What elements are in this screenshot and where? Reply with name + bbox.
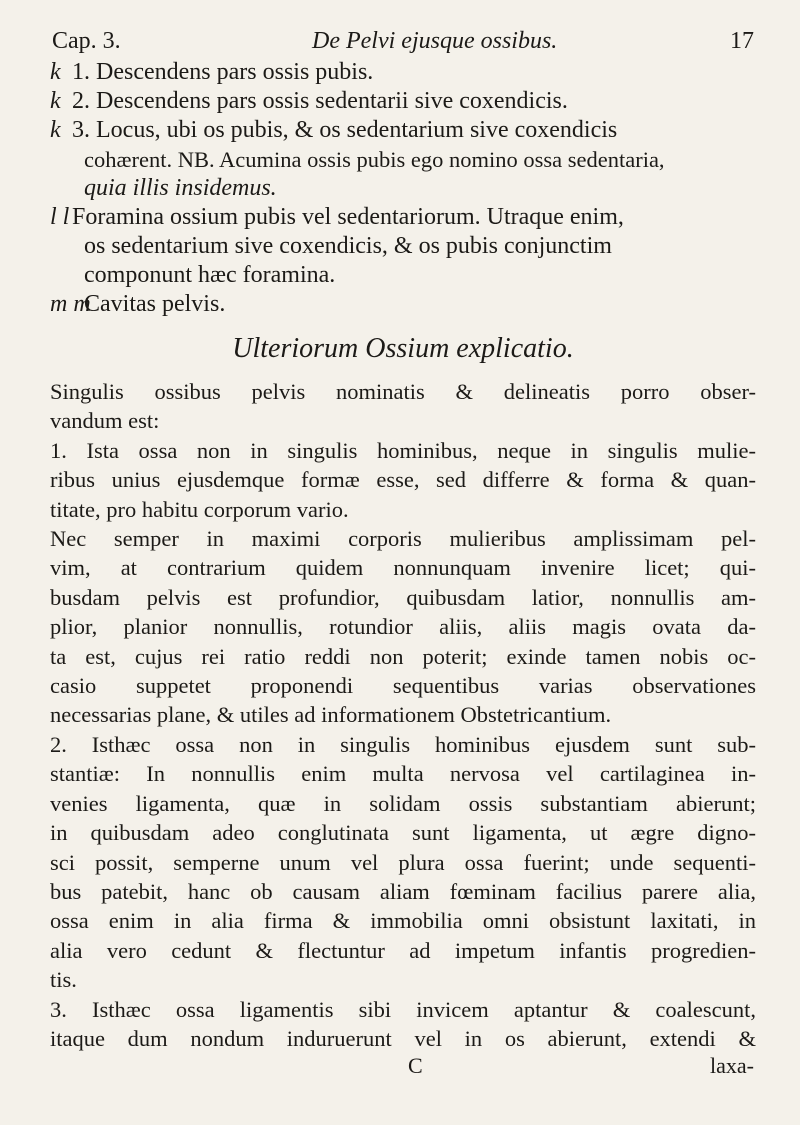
legend-item bbox=[50, 58, 756, 87]
legend-key: k bbox=[50, 88, 61, 114]
text-line: Nec semper in maximi corporis mulieribus amplissimam pel- bbox=[50, 526, 756, 552]
text-line: Singulis ossibus pelvis nominatis & delineatis porro obser- bbox=[50, 379, 756, 404]
legend-key: k bbox=[50, 117, 61, 143]
section-title: Ulteriorum Ossium explicatio. bbox=[232, 333, 574, 364]
text-line: itaque dum nondum induruerunt vel in os abierunt, extendi & bbox=[50, 1025, 756, 1051]
paragraph bbox=[50, 436, 756, 524]
body-text bbox=[50, 377, 756, 1053]
text-line: ta est, cujus rei ratio reddi non poterit; exinde tamen nobis oc- bbox=[50, 643, 756, 669]
text-line: in quibusdam adeo conglutinata sunt ligamenta, ut ægre digno- bbox=[50, 820, 756, 846]
text-line: 1. Ista ossa non in singulis hominibus, neque in singulis mulie- bbox=[50, 437, 756, 463]
legend-text: Cavitas pelvis. bbox=[84, 291, 226, 317]
paragraph bbox=[50, 730, 756, 995]
text-line: stantiæ: In nonnullis enim multa nervosa vel cartilaginea in- bbox=[50, 761, 756, 787]
text-line: vim, at contrarium quidem nonnunquam invenire licet; qui- bbox=[50, 555, 756, 581]
text-line: ribus unius ejusdemque formæ esse, sed differre & forma & quan- bbox=[50, 467, 756, 493]
legend-text: os sedentarium sive coxendicis, & os pubis conjunctim bbox=[84, 233, 612, 259]
page-number: 17 bbox=[730, 28, 754, 54]
legend-key: m m bbox=[50, 291, 91, 317]
paragraph bbox=[50, 377, 756, 436]
text-line: sci possit, semperne unum vel plura ossa fuerint; unde sequenti- bbox=[50, 849, 756, 875]
text-line: 3. Isthæc ossa ligamentis sibi invicem aptantur & coalescunt, bbox=[50, 996, 756, 1022]
text-line: tis. bbox=[50, 967, 77, 993]
legend-text: quia illis insidemus. bbox=[84, 175, 277, 201]
text-line: vandum est: bbox=[50, 408, 160, 434]
legend-text: componunt hæc foramina. bbox=[84, 262, 336, 288]
page-header bbox=[50, 24, 756, 58]
legend-item bbox=[50, 87, 756, 116]
text-line: 2. Isthæc ossa non in singulis hominibus ejusdem sunt sub- bbox=[50, 731, 756, 757]
figure-legend bbox=[50, 58, 756, 319]
text-line: venies ligamenta, quæ in solidam ossis substantiam abierunt; bbox=[50, 790, 756, 816]
text-line: plior, planior nonnullis, rotundior aliis, aliis magis ovata da- bbox=[50, 614, 756, 640]
legend-text: cohærent. NB. Acumina ossis pubis ego nomino ossa sedentaria, bbox=[84, 147, 665, 172]
legend-text: 3. Locus, ubi os pubis, & os sedentarium sive coxendicis bbox=[72, 117, 618, 143]
text-line: titate, pro habitu corporum vario. bbox=[50, 496, 349, 522]
text-line: busdam pelvis est profundior, quibusdam latior, nonnullis am- bbox=[50, 584, 756, 610]
legend-text: Foramina ossium pubis vel sedentariorum. Utraque enim, bbox=[72, 204, 624, 230]
text-line: bus patebit, hanc ob causam aliam fœminam facilius parere alia, bbox=[50, 878, 756, 904]
signature-mark: C bbox=[408, 1053, 423, 1079]
chapter-label: Cap. 3. bbox=[52, 28, 121, 54]
paragraph bbox=[50, 995, 756, 1054]
running-title: De Pelvi ejusque ossibus. bbox=[312, 28, 558, 54]
legend-text: 1. Descendens pars ossis pubis. bbox=[72, 59, 374, 85]
legend-key: k bbox=[50, 59, 61, 85]
text-line: ossa enim in alia firma & immobilia omni obsistunt laxitati, in bbox=[50, 908, 756, 934]
legend-item bbox=[50, 290, 756, 319]
text-line: casio suppetet proponendi sequentibus varias observationes bbox=[50, 673, 756, 699]
legend-key: l l bbox=[50, 204, 70, 230]
text-line: alia vero cedunt & flectuntur ad impetum infantis progredien- bbox=[50, 937, 756, 963]
legend-item bbox=[50, 203, 756, 290]
paragraph bbox=[50, 524, 756, 730]
text-line: necessarias plane, & utiles ad informationem Obstetricantium. bbox=[50, 702, 612, 728]
legend-text: 2. Descendens pars ossis sedentarii sive coxendicis. bbox=[72, 88, 568, 114]
catchword: laxa- bbox=[710, 1053, 754, 1079]
page-footer bbox=[50, 1053, 756, 1081]
legend-item bbox=[50, 116, 756, 203]
